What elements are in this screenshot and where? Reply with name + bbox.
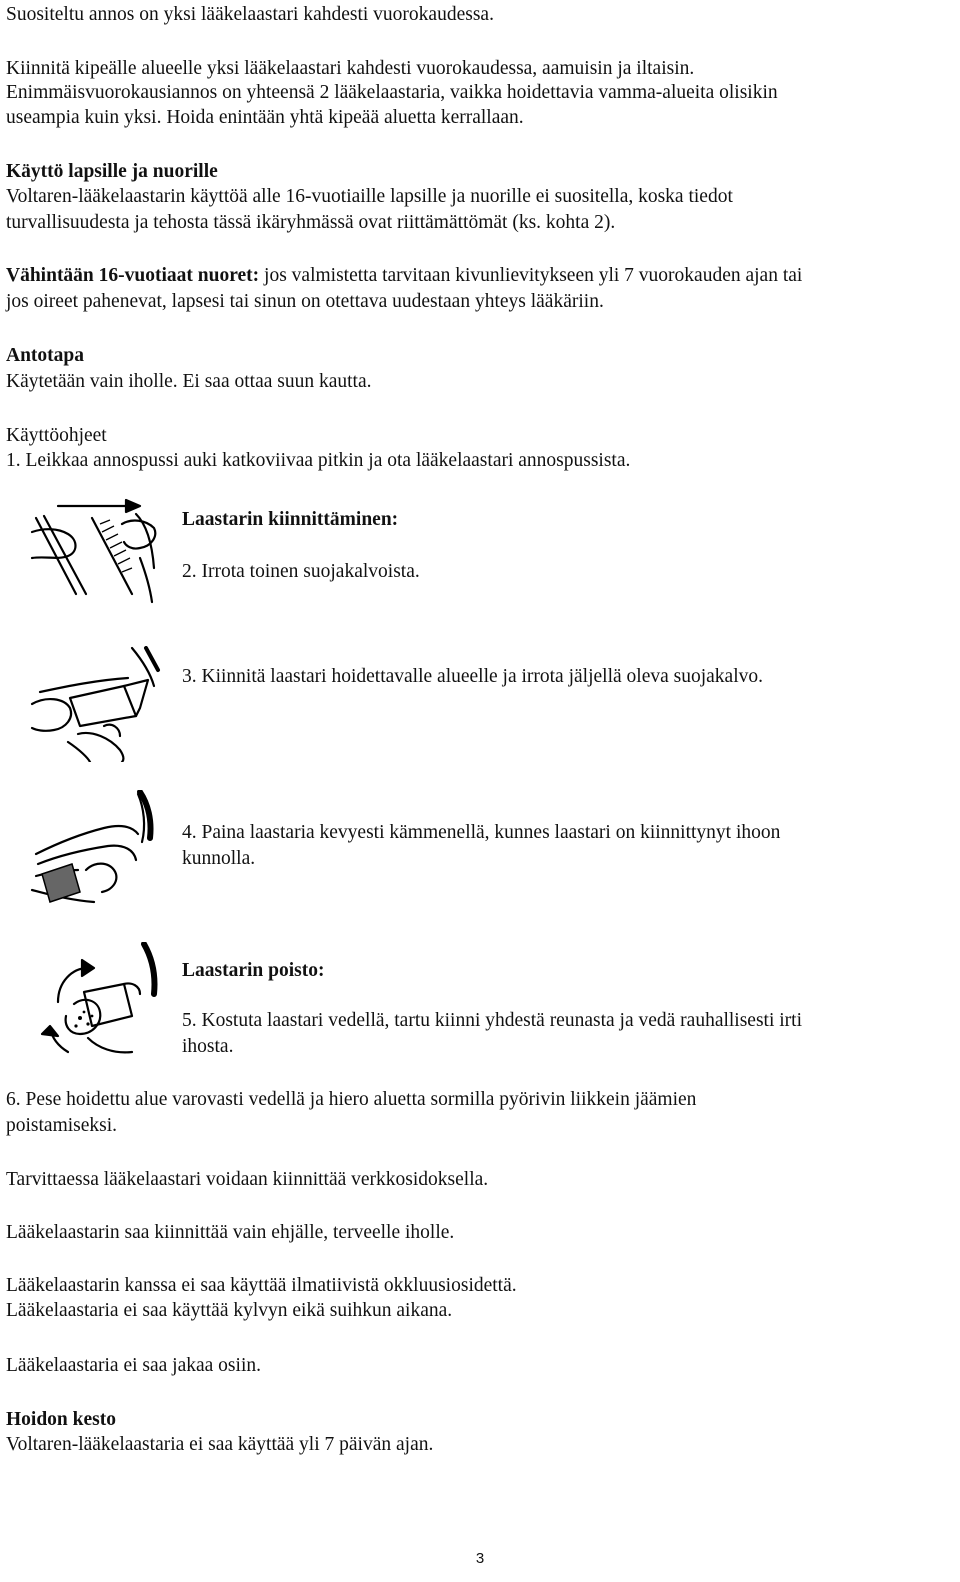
page-number: 3 — [475, 1550, 485, 1567]
step-4-text-line-2: kunnolla. — [182, 848, 256, 869]
administration-text: Käytetään vain iholle. Ei saa ottaa suun kautta. — [6, 371, 372, 392]
dosage-line: Suositeltu annos on yksi lääkelaastari kahdesti vuorokaudessa. — [6, 4, 494, 25]
adolescents-line-2: jos oireet pahenevat, lapsesi tai sinun on otettava uudestaan yhteys lääkäriin. — [6, 291, 604, 312]
duration-text: Voltaren-lääkelaastaria ei saa käyttää yli 7 päivän ajan. — [6, 1434, 434, 1455]
instructions-title: Käyttöohjeet — [6, 425, 107, 446]
step-1-text: 1. Leikkaa annospussi auki katkoviivaa pitkin ja ota lääkelaastari annospussista. — [6, 450, 631, 471]
children-text-line-1: Voltaren-lääkelaastarin käyttöä alle 16-vuotiaille lapsille ja nuorille ei suositella, koska tiedot — [6, 186, 733, 207]
step-6-text-line-1: 6. Pese hoidettu alue varovasti vedellä ja hiero aluetta sormilla pyörivin liikkein jäämien — [6, 1089, 697, 1110]
step-6-text-line-2: poistamiseksi. — [6, 1115, 118, 1136]
adolescents-label: Vähintään 16-vuotiaat nuoret: — [6, 265, 260, 286]
adolescents-line-1: Vähintään 16-vuotiaat nuoret: jos valmistetta tarvitaan kivunlievitykseen yli 7 vuorokauden ajan tai — [6, 265, 803, 286]
remove-patch-illustration-icon — [28, 942, 163, 1068]
apply-patch-illustration-icon — [28, 646, 163, 762]
split-note: Lääkelaastaria ei saa jakaa osiin. — [6, 1355, 261, 1376]
bandage-note: Tarvittaessa lääkelaastari voidaan kiinnittää verkkosidoksella. — [6, 1169, 489, 1190]
heading-administration: Antotapa — [6, 345, 85, 366]
skin-note: Lääkelaastarin saa kiinnittää vain ehjälle, terveelle iholle. — [6, 1222, 455, 1243]
step-3-text: 3. Kiinnitä laastari hoidettavalle alueelle ja irrota jäljellä oleva suojakalvo. — [182, 666, 763, 687]
dosage-detail-line-2: Enimmäisvuorokausiannos on yhteensä 2 lääkelaastaria, vaikka hoidettavia vamma-alueita olisikin — [6, 82, 778, 103]
bath-note: Lääkelaastaria ei saa käyttää kylvyn eikä suihkun aikana. — [6, 1300, 453, 1321]
dosage-detail-line-3: useampia kuin yksi. Hoida enintään yhtä kipeää aluetta kerrallaan. — [6, 107, 524, 128]
peel-liner-illustration-icon — [28, 498, 163, 604]
step-3-illustration — [28, 646, 163, 762]
heading-children: Käyttö lapsille ja nuorille — [6, 161, 218, 182]
step-5-text-line-1: 5. Kostuta laastari vedellä, tartu kiinni yhdestä reunasta ja vedä rauhallisesti irti — [182, 1010, 803, 1031]
step-2-illustration — [28, 498, 163, 604]
press-patch-illustration-icon — [28, 790, 163, 910]
dosage-detail-line-1: Kiinnitä kipeälle alueelle yksi lääkelaastari kahdesti vuorokaudessa, aamuisin ja iltaisin. — [6, 58, 695, 79]
step-2-text: 2. Irrota toinen suojakalvoista. — [182, 561, 420, 582]
step-4-illustration — [28, 790, 163, 910]
step-4-text-line-1: 4. Paina laastaria kevyesti kämmenellä, kunnes laastari on kiinnittynyt ihoon — [182, 822, 781, 843]
heading-attach: Laastarin kiinnittäminen: — [182, 509, 399, 530]
step-5-text-line-2: ihosta. — [182, 1036, 234, 1057]
children-text-line-2: turvallisuudesta ja tehosta tässä ikäryhmässä ovat riittämättömät (ks. kohta 2). — [6, 212, 616, 233]
step-5-illustration — [28, 942, 163, 1068]
heading-duration: Hoidon kesto — [6, 1409, 116, 1430]
heading-remove: Laastarin poisto: — [182, 960, 325, 981]
occlusion-note: Lääkelaastarin kanssa ei saa käyttää ilmatiivistä okkluusiosidettä. — [6, 1275, 517, 1296]
